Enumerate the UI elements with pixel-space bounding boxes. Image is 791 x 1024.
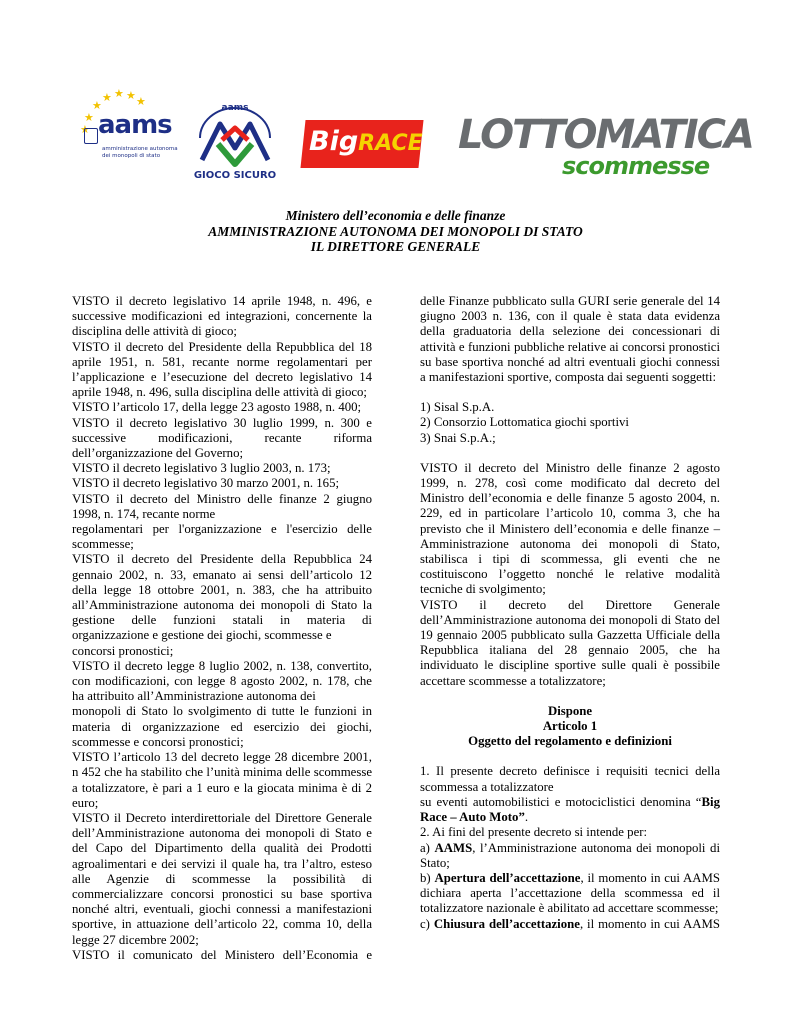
- bigrace-race: RACE: [358, 131, 423, 156]
- paragraph: monopoli di Stato lo svolgimento di tutte le funzioni in materia di organizzazione ed esercizio dei giochi, scommesse e concorsi pronostici;: [72, 704, 372, 749]
- paragraph: VISTO il decreto legislativo 30 marzo 2001, n. 165;: [72, 476, 340, 491]
- paragraph: 1. Il presente decreto definisce i requisiti tecnici della scommessa a totalizzatore: [420, 764, 720, 794]
- bold-text: Chiusura dell’accettazione: [433, 916, 580, 931]
- paragraph: ha attribuito all’Amministrazione autonoma dei: [72, 689, 316, 704]
- gioco-sicuro-icon: [190, 100, 280, 180]
- logo-strip: [70, 87, 753, 188]
- paragraph: concorsi pronostici;: [72, 643, 174, 658]
- star-icon: ★: [126, 89, 136, 102]
- scommesse-wordmark: scommesse: [562, 152, 710, 180]
- paragraph: VISTO il decreto del Presidente della Repubblica 24 gennaio 2002, n. 33, emanato ai sensi dell’articolo 12 della legge 18 ottobre 2001, n. 383, che ha attribuito all’Amministrazione autonoma dei monopoli di Stato la gestione delle funzioni statali in materia di: [72, 552, 372, 628]
- dispone-heading: Dispone: [547, 703, 593, 718]
- paragraph: VISTO l’articolo 13 del decreto legge 28 dicembre 2001, n 452 che ha stabilito che l’unità minima delle scommesse a totalizzatore, è pari a 1 euro e la giocata minima è di 2 euro;: [72, 750, 372, 810]
- paragraph: [420, 795, 720, 825]
- paragraph: delle Finanze pubblicato sulla GURI serie generale del 14 giugno 2003 n. 136, con il quale è stata data evidenza della graduatoria della selezione dei concessionari di attività e funzioni pubbliche relative ai concorsi pronostici su base sportiva nonché ad altri eventuali giochi connessi a manifestazioni sportive, composta dai seguenti soggetti:: [420, 294, 720, 385]
- lottomatica-wordmark: LOTTOMATICA: [458, 112, 753, 158]
- article-title: Oggetto del regolamento e definizioni: [468, 734, 672, 749]
- star-icon: ★: [92, 99, 102, 112]
- text: , il momento in cui AAMS: [579, 916, 720, 931]
- text: .: [524, 810, 529, 825]
- paragraph: VISTO il decreto legge 8 luglio 2002, n. 138, convertito, con modificazioni, con legge 8 agosto 2002, n. 178, che: [72, 658, 372, 689]
- paragraph: organizzazione e gestione dei giochi, scommesse e: [72, 628, 332, 643]
- paragraph: VISTO il decreto legislativo 3 luglio 2003, n. 173;: [72, 461, 331, 476]
- text: a): [420, 840, 435, 855]
- aams-subtitle: amministrazione autonoma dei monopoli di stato: [102, 146, 178, 159]
- paragraph: VISTO l’articolo 17, della legge 23 agosto 1988, n. 400;: [72, 400, 362, 415]
- bigrace-logo: [303, 120, 421, 170]
- bold-text: Apertura dell’accettazione: [434, 870, 581, 885]
- director-title: IL DIRETTORE GENERALE: [310, 239, 481, 254]
- paragraph: VISTO il decreto del Direttore Generale dell’Amministrazione autonoma dei monopoli di Stato del 19 gennaio 2005 pubblicato sulla Gazzetta Ufficiale della Repubblica italiana del 28 gennaio 2005, che ha individuato le discipline sportive sulle quali è possibile accettare scommesse a totalizzatore;: [420, 597, 720, 688]
- list-item: 1) Sisal S.p.A.: [420, 400, 495, 415]
- bigrace-big: Big: [309, 126, 359, 157]
- star-icon: ★: [102, 91, 112, 104]
- paragraph: VISTO il decreto del Ministro delle finanze 2 agosto 1999, n. 278, così come modificato dal decreto del Ministro dell’economia e delle finanze 5 agosto 2004, n. 229, ed in particolare l’articolo 10, comma 3, che ha previsto che il Ministero dell’economia e delle finanze – Amministrazione autonoma dei monopoli di Stato, stabilisca i tipi di scommessa, gli eventi che ne costituiscono l’oggetto nonché le relative modalità tecniche di svolgimento;: [420, 460, 720, 597]
- paragraph: 2. Ai fini del presente decreto si intende per:: [420, 825, 648, 840]
- text: , il momento in cui AAMS dichiara aperta l’accettazione della scommessa ed il totalizzatore nazionale è abilitato ad accettare scommesse;: [420, 870, 720, 916]
- paragraph: VISTO il decreto del Presidente della Repubblica del 18 aprile 1951, n. 581, recante norme regolamentari per l’applicazione e l’esecuzione del decreto legislativo 14 aprile 1948, n. 496, sulla disciplina delle attività di gioco;: [72, 339, 372, 400]
- bigrace-wordmark: [309, 126, 423, 157]
- lottomatica-logo: [458, 112, 753, 180]
- paragraph: VISTO il decreto del Ministro delle finanze 2 giugno: [72, 491, 372, 506]
- aams-logo: [70, 88, 180, 178]
- paragraph: VISTO il comunicato del Ministero dell’Economia e: [72, 947, 372, 962]
- text: c): [420, 916, 434, 931]
- paragraph: VISTO il decreto legislativo 14 aprile 1948, n. 496, e successive modificazioni ed integrazioni, concernente la disciplina delle attività di gioco;: [72, 294, 372, 339]
- list-item: 3) Snai S.p.A.;: [420, 430, 496, 445]
- ministry-title: Ministero dell’economia e delle finanze: [285, 208, 506, 223]
- gioco-sicuro-logo: [190, 100, 280, 180]
- gs-arc-text: aams: [221, 103, 249, 113]
- list-item: 2) Consorzio Lottomatica giochi sportivi: [420, 415, 629, 430]
- article-heading: Articolo 1: [542, 719, 598, 734]
- bold-text: Big Race – Auto Moto”: [420, 794, 720, 825]
- definition: [420, 871, 720, 917]
- bold-text: AAMS: [434, 840, 473, 855]
- document-header: [0, 208, 791, 255]
- definition: [420, 917, 720, 932]
- right-column: [420, 294, 720, 932]
- paragraph: VISTO il decreto legislativo 30 luglio 1999, n. 300 e successive modificazioni, recante riforma dell’organizzazione del Governo;: [72, 415, 372, 461]
- paragraph: 1998, n. 174, recante norme: [72, 506, 216, 521]
- emblem-icon: [84, 128, 98, 144]
- aams-wordmark: aams: [98, 110, 172, 140]
- agency-title: AMMINISTRAZIONE AUTONOMA DEI MONOPOLI DI STATO: [208, 223, 583, 239]
- paragraph: regolamentari per l'organizzazione e l'esercizio delle scommesse;: [72, 522, 372, 552]
- paragraph: VISTO il Decreto interdirettoriale del Direttore Generale dell’Amministrazione autonoma dei monopoli di Stato e del Capo del Dipartimento della qualità dei Prodotti agroalimentari e dei servizi il quale ha, tra l’altro, esteso alle Agenzie di scommesse la possibilità di commercializzare concorsi pronostici su base sportiva nonché altri, eventuali, giochi connessi a manifestazioni sportive, in attuazione dell’articolo 22, comma 10, della legge 27 dicembre 2002;: [72, 810, 372, 947]
- star-icon: ★: [114, 87, 124, 100]
- star-icon: ★: [80, 123, 90, 136]
- definition: [420, 841, 720, 871]
- text: b): [420, 870, 435, 885]
- star-icon: ★: [84, 111, 94, 124]
- text: , l’Amministrazione autonoma dei monopoli di Stato;: [420, 840, 721, 870]
- gs-label: GIOCO SICURO: [193, 170, 277, 180]
- star-icon: ★: [136, 95, 146, 108]
- text: su eventi automobilistici e motociclistici denomina “: [420, 794, 702, 809]
- left-column: [72, 294, 372, 963]
